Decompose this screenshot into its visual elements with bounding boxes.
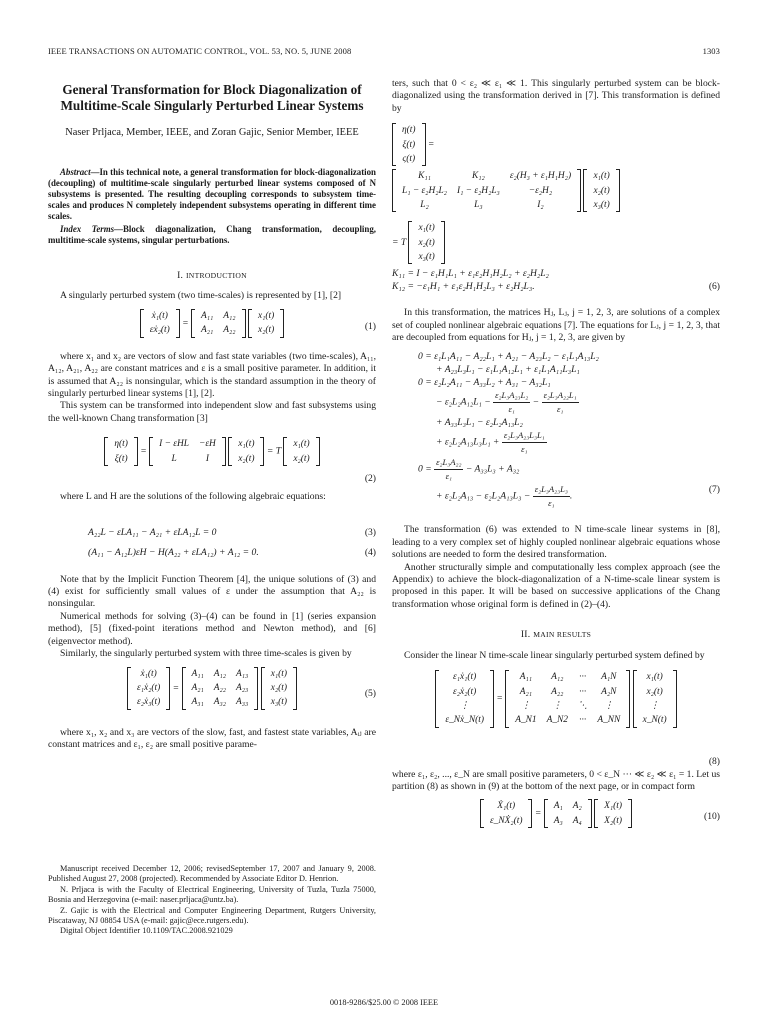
- abstract: Abstract—In this technical note, a general transformation for block-diagonalization (decoupling) of multitime-scale singularly perturbed linear systems composed of N subsystems is presented. The resulting decoupling corresponds to subsystem time-scales and produces N completely independent subsystems operating in different time scales.: [48, 167, 376, 221]
- running-header: [48, 46, 720, 60]
- footnote-author-2: Z. Gajic is with the Electrical and Computer Engineering Department, Rutgers University, Piscataway, NJ 08854 USA (e-mail: gajic@ece.rutgers.edu).: [48, 905, 376, 926]
- paragraph: In this transformation, the matrices Hⱼ, Lⱼ, j = 1, 2, 3, are solutions of a complex set of coupled nonlinear algebraic equations [7]. The equations for Lⱼ, j = 1, 2, 3, that are decoupled from equations for Hⱼ, j = 1, 2, 3, are given by: [392, 307, 720, 344]
- equation-6: η(t) ξ(t) ς(t) = K₁₁ K₁₂ ε₂(H₃ + ε₁H₁H₂) L₁ − ε₂H₂L₂ I₁ − ε₂H₂L₃ −ε₂H₂ L₂ L₃ I₂ x₁(t) x₂(t) x₃(t) = T x₁(t) x₂(t) x₃(t) K₁₁ = I − ε₁H₁L₁ + ε₁ε₂H₁H₂L₂ + ε₂H₂L₂ K₁₂ = −ε₁H₁ + ε₁ε₂H₁H₂L₃ + ε₂H₂L₃. (6): [392, 125, 720, 293]
- equation-7: 0 = ε₁L₁A₁₁ − A₂₂L₁ + A₂₁ − A₂₃L₂ − ε₁L₁A₁₃L₂ + A₂₃L₃L₁ − ε₁L₁A₁₂L₁ + ε₁L₁A₁₁L₃L₁ 0 = ε₂L₂A₁₁ − A₃₃L₂ + A₃₁ − A₃₂L₁ − ε₂L₂A₁₂L₁ − $\frac{\text{ε₂L₃A₂₃L₂}}{\text{ε₁}}$ − $\frac{\text{ε₂L₃A₂₂L₁}}{\text{ε₁}}$ + A₃₃L₃L₁ − ε₂L₂A₁₃L₂ + ε₂L₂A₁₃L₃L₁ + $\frac{\text{ε₂L₃A₂₃L₃L₁}}{\text{ε₁}}$ 0 = $\frac{\text{ε₂L₃A₂₂}}{\text{ε₁}}$ − A₃₃L₃ + A₃₂ + ε₂L₂A₁₃ − ε₂L₂A₁₃L₃ − $\frac{\text{ε₂L₃A₂₃L₃}}{\text{ε₁}}$ . (7): [418, 351, 720, 509]
- index-terms: Index Terms—Block diagonalization, Chang transformation, decoupling, multitime-scale systems, singular perturbations.: [48, 224, 376, 245]
- section-heading-introduction: I. INTRODUCTION: [177, 270, 247, 281]
- section-heading-main-results: II. MAIN RESULTS: [520, 629, 592, 641]
- equation-8-number: (8): [708, 756, 720, 768]
- equation-10: Ẋ₁(t) ε_NẊ₂(t) = A₁ A₂ A₃ A₄ X₁(t) X₂(t) (10): [392, 799, 720, 835]
- paragraph: where L and H are the solutions of the following algebraic equations:: [60, 491, 326, 503]
- journal-name: IEEE TRANSACTIONS ON AUTOMATIC CONTROL, VOL. 53, NO. 5, JUNE 2008: [48, 46, 352, 56]
- paragraph: Another structurally simple and computationally less complex approach (see the Appendix) to achieve the block-diagonalization of a N-time-scale linear system is proposed in this paper. It will be based on successive applications of the Chang transformation whose original form is defined in (2)–(4).: [392, 561, 720, 610]
- paragraph: A singularly perturbed system (two time-scales) is represented by [1], [2]: [60, 290, 342, 302]
- paragraph: The transformation (6) was extended to N time-scale linear systems in [8], leading to a very complex set of highly coupled nonlinear algebraic equations whose solutions are needed to form the desired transformation.: [392, 524, 720, 561]
- paragraph: where ε₁, ε₂, ..., ε_N are small positive parameters, 0 < ε_N ··· ≪ ε₂ ≪ ε₁ = 1. Let us partition (8) as shown in (9) at the bottom of the next page, or in compact form: [392, 768, 720, 792]
- author-list: Naser Prljaca, Member, IEEE, and Zoran Gajic, Senior Member, IEEE: [65, 127, 359, 138]
- footnote-author-1: N. Prljaca is with the Faculty of Electrical Engineering, University of Tuzla, Tuzla 75000, Bosnia and Herzegovina (e-mail: naser.prljaca@untz.ba).: [48, 884, 376, 905]
- footnote-manuscript: Manuscript received December 12, 2006; revisedSeptember 17, 2007 and January 9, 2008. Published August 27, 2008 (projected). Recommended by Associate Editor D. Henrion.: [48, 864, 376, 884]
- paragraph: where x₁ and x₂ are vectors of slow and fast state variables (two time-scales), A₁₁, A₁₂, A₂₁, A₂₂ are constant matrices and ε is a small positive parameter. In addition, it is assumed that A₂₂ is nonsingular, which is the standard assumption in the theory of singularly perturbed linear systems [1], [2].: [48, 350, 376, 400]
- page-number: 1303: [702, 46, 720, 56]
- equation-4: (A₁₁ − A₁₂L)εH − H(A₂₂ + εLA₁₂) + A₁₂ = 0. (4): [88, 546, 376, 558]
- paragraph: Numerical methods for solving (3)–(4) can be found in [1] (series expansion method), [5] (fixed-point iterations method and Newton method), and [6] (eigenvector method).: [48, 610, 376, 647]
- right-column: [392, 78, 720, 841]
- equation-3: A₂₂L − εLA₁₁ − A₂₁ + εLA₁₂L = 0 (3): [88, 526, 376, 538]
- paper-title: General Transformation for Block Diagonalization of Multitime-Scale Singularly Perturbed Linear Systems: [60, 82, 364, 113]
- copyright-footer: 0018-9286/$25.00 © 2008 IEEE: [329, 998, 439, 1007]
- equation-5: ẋ₁(t) ε₁ẋ₂(t) ε₂ẋ₃(t) = A₁₁ A₁₂ A₁₃ A₂₁ A₂₂ A₂₃ A₃₁ A₃₂ A₃₃ x₁(t) x₂(t) x₃(t) (5): [48, 667, 376, 721]
- left-column: [48, 78, 376, 751]
- paragraph: Similarly, the singularly perturbed system with three time-scales is given by: [60, 648, 352, 660]
- equation-2: η(t) ξ(t) = I − εHL −εH L I x₁(t) x₂(t) = T x₁(t) x₂(t) (2): [48, 437, 376, 481]
- paragraph: where x₁, x₂ and x₃ are vectors of the slow, fast, and fastest state variables, Aᵢⱼ are constant matrices and ε₁, ε₂ are small positive parame-: [48, 726, 376, 750]
- equation-8: ε₁ẋ₁(t) ε₂ẋ₂(t) ⋮ ε_Nẋ_N(t) = A₁₁ A₁₂ ··· A₁N A₂₁ A₂₂ ··· A₂N ⋮ ⋮ ⋱ ⋮ A_N1 A_N2 ··· A_NN x₁(t) x₂(t) ⋮ x_N(t): [392, 670, 720, 750]
- paragraph: Consider the linear N time-scale linear singularly perturbed system defined by: [404, 649, 705, 661]
- footnotes: [48, 864, 376, 937]
- equation-1: ẋ₁(t) εẋ₂(t) = A₁₁ A₁₂ A₂₁ A₂₂ x₁(t) x₂(t) (1): [48, 309, 376, 345]
- paragraph: This system can be transformed into independent slow and fast subsystems using the well-known Chang transformation [3]: [48, 400, 376, 424]
- paragraph: Note that by the Implicit Function Theorem [4], the unique solutions of (3) and (4) exist for sufficiently small values of ε under the assumption that A₂₂ is nonsingular.: [48, 573, 376, 610]
- footnote-doi: Digital Object Identifier 10.1109/TAC.2008.921029: [60, 926, 233, 936]
- paragraph: ters, such that 0 < ε₂ ≪ ε₁ ≪ 1. This singularly perturbed system can be block-diagonalized using the transformation derived in [7]. This transformation is defined by: [392, 78, 720, 114]
